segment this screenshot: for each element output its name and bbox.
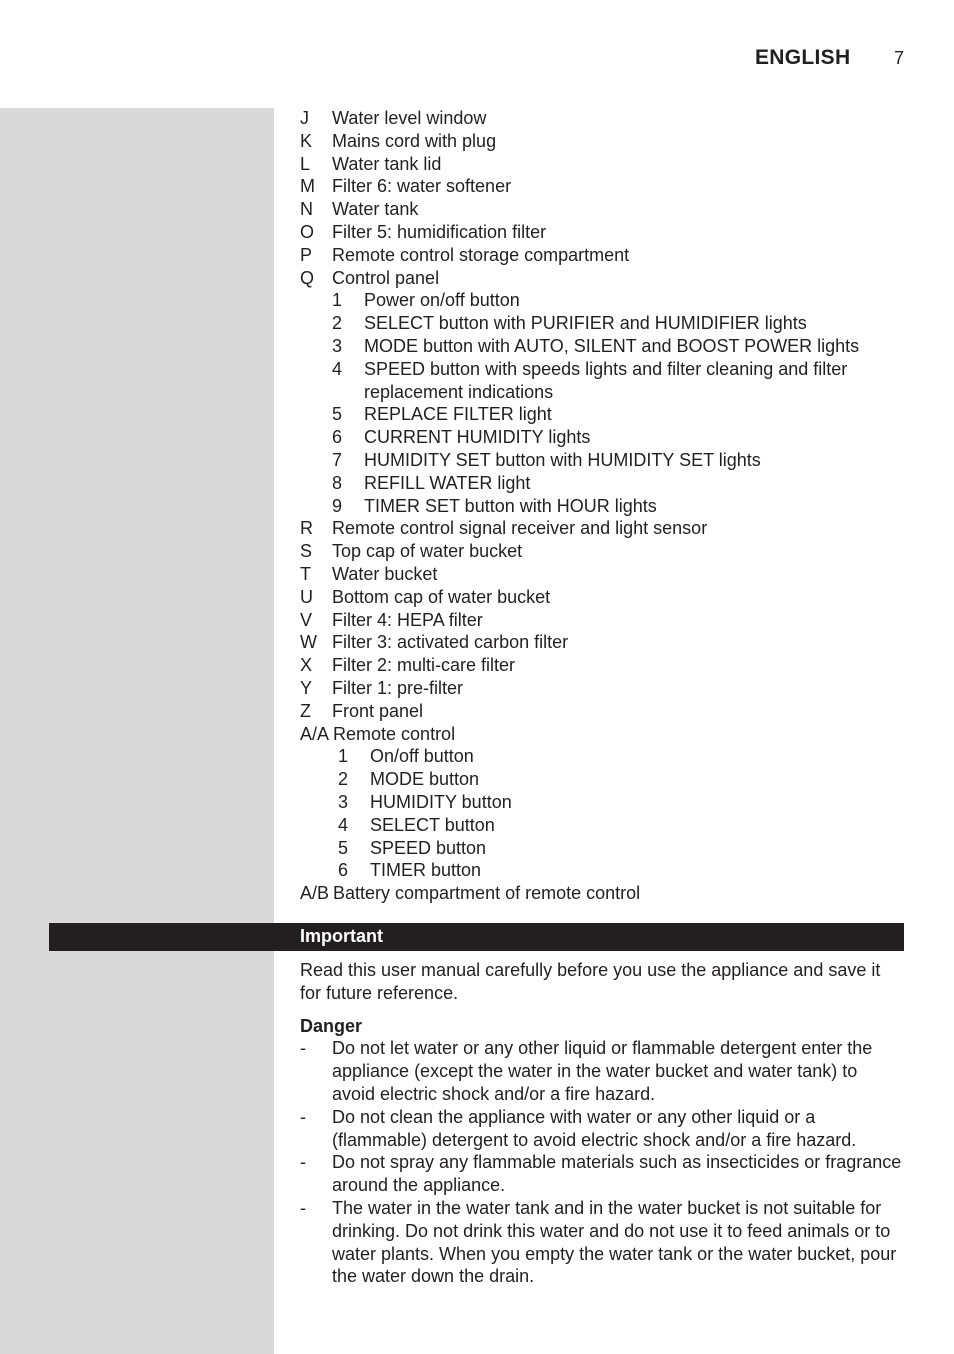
control-panel-item [300,403,904,426]
item-number: 8 [332,472,343,493]
item-text: On/off button [370,746,474,767]
item-number: 3 [332,335,343,356]
item-number: 6 [332,427,343,448]
item-number: 1 [332,290,343,311]
important-body [300,959,904,1288]
list-item [300,107,904,130]
item-text: Filter 6: water softener [332,176,512,197]
item-number: 4 [332,358,343,379]
item-text: Remote control storage compartment [332,244,630,265]
remote-item [300,768,904,791]
control-panel-item [300,358,904,404]
item-key: X [300,655,313,676]
item-number: 7 [332,449,343,470]
important-section-bar [49,923,904,951]
item-text: Remote control signal receiver and light sensor [332,518,708,539]
item-key: P [300,244,313,265]
item-number: 5 [338,837,349,858]
item-text: SELECT button [370,814,495,835]
remote-item [300,814,904,837]
item-text: Remote control [333,723,456,744]
item-key: Y [300,677,313,698]
item-key: L [300,153,311,174]
remote-item [300,791,904,814]
item-text: HUMIDITY SET button with HUMIDITY SET lights [364,449,761,470]
parts-list [300,107,904,905]
item-key: A/A [300,723,330,744]
item-key: R [300,518,313,539]
item-key: W [300,632,317,653]
item-key: M [300,176,315,197]
item-text: Filter 2: multi-care filter [332,655,516,676]
danger-list [300,1037,904,1288]
item-text: REFILL WATER light [364,472,531,493]
control-panel-item [300,472,904,495]
item-key: S [300,541,313,562]
bullet-dash: - [300,1106,306,1127]
item-text: Bottom cap of water bucket [332,586,551,607]
list-item [300,198,904,221]
item-text: Top cap of water bucket [332,541,523,562]
list-item [300,609,904,632]
item-key: Q [300,267,315,288]
item-key: J [300,108,309,128]
list-item [300,130,904,153]
item-number: 6 [338,860,349,881]
language-header: ENGLISH [755,46,851,69]
item-key: U [300,586,313,607]
item-number: 3 [338,791,349,812]
item-text: HUMIDITY button [370,791,512,812]
list-item [300,244,904,267]
remote-item [300,837,904,860]
remote-control-item [300,723,904,746]
item-text: SPEED button [370,837,487,858]
list-item [300,175,904,198]
item-number: 9 [332,495,343,516]
item-text: Filter 4: HEPA filter [332,609,483,630]
page-number: 7 [894,48,905,68]
remote-item [300,745,904,768]
control-panel-item [300,289,904,312]
item-text: REPLACE FILTER light [364,404,552,425]
bullet-dash: - [300,1152,306,1173]
danger-bullet [300,1197,904,1288]
remote-item [300,859,904,882]
bullet-dash: - [300,1197,306,1218]
item-text: SELECT button with PURIFIER and HUMIDIFIER lights [364,313,807,334]
list-item [300,267,904,290]
list-item [300,563,904,586]
control-panel-item [300,449,904,472]
item-key: A/B [300,883,330,904]
item-key: K [300,130,313,151]
item-text: MODE button with AUTO, SILENT and BOOST POWER lights [364,335,860,356]
item-text: TIMER SET button with HOUR lights [364,495,657,516]
danger-bullet [300,1151,904,1197]
item-text: Filter 1: pre-filter [332,677,464,698]
item-text: CURRENT HUMIDITY lights [364,427,591,448]
item-key: N [300,199,313,220]
item-text: MODE button [370,769,480,790]
item-text: Filter 3: activated carbon filter [332,632,569,653]
list-item [300,221,904,244]
item-key: Z [300,700,311,721]
item-text: Control panel [332,267,440,288]
battery-compartment-item [300,882,904,905]
bullet-text: Do not let water or any other liquid or flammable detergent enter the appliance (except the water in the water bucket and water tank) to avoid electric shock and/or a fire hazard. [332,1038,873,1104]
list-item [300,631,904,654]
item-number: 2 [338,769,349,790]
list-item [300,700,904,723]
bullet-text: Do not clean the appliance with water or any other liquid or a (flammable) detergent to avoid electric shock and/or a fire hazard. [332,1106,857,1150]
item-text: Filter 5: humidification filter [332,221,547,242]
control-panel-item [300,312,904,335]
control-panel-item [300,495,904,518]
intro-paragraph: Read this user manual carefully before you use the appliance and save it for future reference. [300,960,881,1003]
bullet-text: Do not spray any flammable materials such as insecticides or fragrance around the appliance. [332,1152,902,1196]
item-key: O [300,221,315,242]
bullet-dash: - [300,1038,306,1059]
item-key: T [300,563,311,584]
danger-bullet [300,1106,904,1152]
item-number: 4 [338,814,349,835]
item-number: 5 [332,404,343,425]
item-number: 1 [338,746,349,767]
list-item [300,540,904,563]
danger-heading: Danger [300,1015,363,1036]
item-text: Battery compartment of remote control [333,883,641,904]
item-text: Water level window [332,108,487,128]
section-heading: Important [300,926,383,946]
item-key: V [300,609,313,630]
control-panel-item [300,335,904,358]
list-item [300,517,904,540]
item-text: Water tank [332,199,419,220]
item-text: Mains cord with plug [332,130,497,151]
bullet-text: The water in the water tank and in the water bucket is not suitable for drinking. Do not drink this water and do not use it to feed animals or to water plants. When you empty the water tank or the water bucket, pour the water down the drain. [332,1197,897,1287]
sidebar-panel [0,108,274,1354]
item-text: Water tank lid [332,153,442,174]
list-item [300,654,904,677]
list-item [300,677,904,700]
item-text: SPEED button with speeds lights and filter cleaning and filter replacement indications [364,358,848,402]
item-text: Power on/off button [364,290,520,311]
item-text: TIMER button [370,860,482,881]
item-text: Front panel [332,700,424,721]
list-item [300,586,904,609]
item-number: 2 [332,313,343,334]
danger-bullet [300,1037,904,1105]
item-text: Water bucket [332,563,438,584]
control-panel-item [300,426,904,449]
list-item [300,153,904,176]
